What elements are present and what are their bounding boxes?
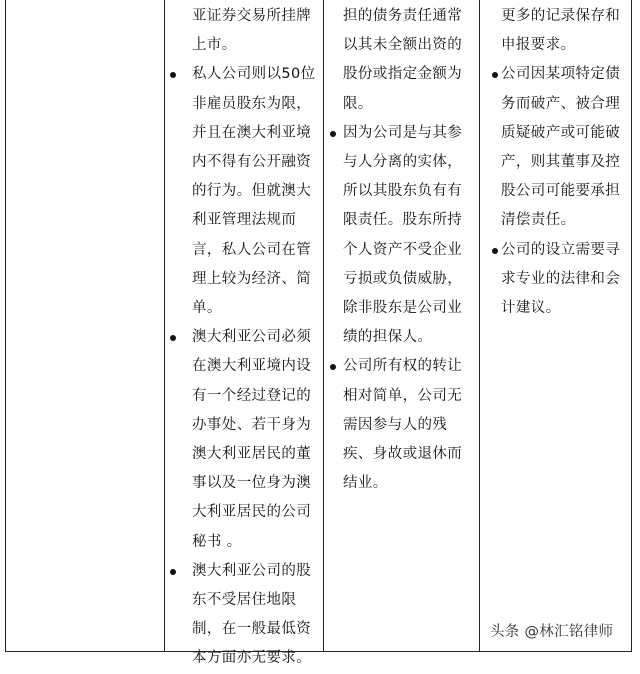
- table-border-left: [5, 0, 6, 651]
- list-item: [192, 323, 317, 557]
- column-advantages: [343, 2, 473, 654]
- list-item-text: 澳大利亚公司必须在澳大利亚境内设有一个经过登记的办事处、若干身为澳大利亚居民的董事以及一位身为澳大利亚居民的公司秘书 。: [192, 329, 312, 550]
- list-item-text: 因为公司是与其参与人分离的实体，所以其股东负有有限责任。股东所持个人资产不受企业亏损或负债威胁，除非股东是公司业绩的担保人。: [343, 124, 463, 346]
- list-item: [343, 352, 473, 498]
- column-company-features: [192, 2, 317, 667]
- continuation-text: 更多的记录保存和申报要求。: [501, 8, 621, 54]
- column-divider-1: [164, 0, 165, 651]
- list-item: [192, 557, 317, 674]
- continuation-text: 担的债务责任通常以其未全额出资的股份或指定金额为限。: [343, 8, 463, 112]
- list-item-text: 公司因某项特定债务而破产、被合理质疑破产或可能破产，则其董事及控股公司可能要承担清偿责任。: [501, 66, 621, 229]
- bullet-icon: [330, 131, 336, 137]
- list-item: [192, 60, 317, 323]
- table-border-right: [631, 0, 632, 651]
- list-item-text: 公司所有权的转让相对简单，公司无需因参与人的残疾、身故或退休而结业。: [343, 358, 463, 492]
- list-item-text: 公司的设立需要寻求专业的法律和会计建议。: [501, 241, 621, 317]
- bullet-icon: [492, 248, 498, 254]
- column-disadvantages: [501, 2, 626, 654]
- continuation-text: 亚证券交易所挂牌上市。: [192, 8, 312, 54]
- bullet-icon: [170, 569, 176, 575]
- list-item-text: 澳大利亚公司的股东不受居住地限制，在一般最低资本方面亦无要求。: [192, 562, 312, 667]
- watermark: 头条 @林汇铭律师: [490, 624, 614, 640]
- list-item-text: 私人公司则以50位非雇员股东为限，并且在澳大利亚境内不得有公开融资的行为。但就澳大利亚管理法规而言，私人公司在管理上较为经济、简单。: [192, 66, 316, 317]
- column-divider-3: [479, 0, 480, 651]
- column-divider-2: [323, 0, 324, 651]
- list-item: [501, 60, 626, 235]
- list-item: [501, 236, 626, 324]
- list-item: [343, 119, 473, 353]
